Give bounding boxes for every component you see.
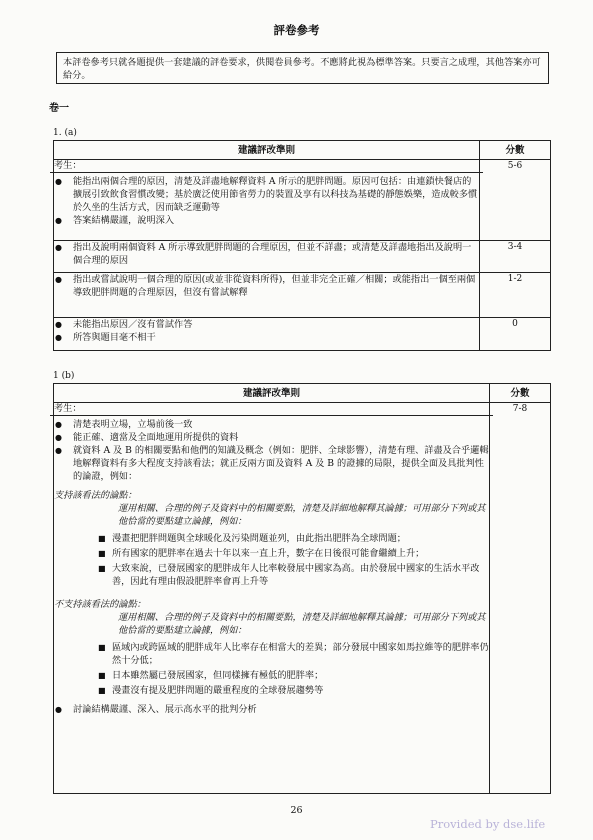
candidate-label: 考生： — [50, 158, 483, 173]
list-item: ● 指出及說明兩個資料 A 所示導致肥胖問題的合理原因，但並不詳盡；或清楚及詳盡地指出及說明一個合理的原因 — [54, 241, 479, 267]
rubric-table-1b — [53, 383, 551, 794]
list-item: ● 就資料 A 及 B 的相關要點和他們的知識及概念（例如：肥胖、全球影響），清楚有理、詳盡及合乎邏輯地解釋資料有多大程度支持該看法；就正反兩方面及資料 A 及 B 的證據的局限，提供全面及具批判性的論證，例如： — [54, 444, 489, 483]
marks-header: 分數 — [480, 141, 551, 160]
band-marks: 1-2 — [480, 273, 551, 318]
table-row — [54, 318, 551, 351]
band-criteria — [54, 318, 480, 351]
table-row — [54, 403, 551, 794]
table-row — [54, 241, 551, 273]
list-item: ● 指出或嘗試說明一個合理的原因(或並非從資料所得)，但並非完全正確／相關；或能指出一個至兩個導致肥胖問題的合理原因，但沒有嘗試解釋 — [54, 273, 479, 299]
paper-label: 卷一 — [49, 103, 69, 114]
oppose-heading: 不支持該看法的論點： — [54, 599, 146, 610]
list-item: ■ 大致來說，已發展國家的肥胖成年人比率較發展中國家為高。由於發展中國家的生活水平改善，因此有理由假設肥胖率會再上升等 — [98, 562, 489, 588]
list-item: ■ 區域內或跨區域的肥胖成年人比率存在相當大的差異；部分發展中國家如馬拉維等的肥胖率仍然十分低； — [98, 641, 489, 667]
intro-note: 本評卷參考只就各題提供一套建議的評卷要求，供閱卷員參考。不應將此視為標準答案。只要言之成理，其他答案亦可給分。 — [56, 52, 549, 84]
list-item: ■ 日本雖然屬已發展國家，但同樣擁有極低的肥胖率； — [98, 669, 489, 682]
watermark: Provided by dse.life — [430, 817, 546, 831]
band-marks: 5-6 — [480, 160, 551, 241]
band-criteria — [54, 403, 490, 794]
criteria-header: 建議評改準則 — [54, 384, 490, 403]
page-title: 評卷參考 — [273, 23, 320, 37]
band-criteria — [54, 160, 480, 241]
list-item: ■ 漫畫沒有提及肥胖問題的嚴重程度的全球發展趨勢等 — [98, 684, 489, 697]
band-marks: 3-4 — [480, 241, 551, 273]
list-item: ■ 所有國家的肥胖率在過去十年以來一直上升，數字在日後很可能會繼續上升； — [98, 547, 489, 560]
band-criteria — [54, 241, 480, 273]
support-guide: 運用相關、合理的例子及資料中的相關要點，清楚及詳細地解釋其論據；可用部分下列或其他恰當的要點建立論據，例如： — [118, 503, 486, 527]
list-item: ■ 漫畫把肥胖問題與全球暖化及污染問題並列，由此指出肥胖為全球問題； — [98, 532, 489, 545]
list-item: ● 所答與題目毫不相干 — [54, 331, 479, 344]
question-label-1a: 1. (a) — [53, 128, 77, 138]
oppose-guide: 運用相關、合理的例子及資料中的相關要點，清楚及詳細地解釋其論據；可用部分下列或其他恰當的要點建立論據，例如： — [118, 612, 486, 636]
rubric-table-1a — [53, 140, 551, 351]
table-row — [54, 273, 551, 318]
table-row — [54, 160, 551, 241]
question-label-1b: 1 (b) — [53, 371, 75, 381]
list-item: ● 討論結構嚴謹、深入、展示高水平的批判分析 — [54, 703, 489, 716]
marks-header: 分數 — [490, 384, 551, 403]
band-marks: 0 — [480, 318, 551, 351]
list-item: ● 清楚表明立場，立場前後一致 — [54, 418, 489, 431]
list-item: ● 能指出兩個合理的原因，清楚及詳盡地解釋資料 A 所示的肥胖問題。原因可包括：由連鎖快餐店的擴展引致飲食習慣改變；基於廣泛使用節省勞力的裝置及享有以科技為基礎的靜態娛樂，造成較多慣於久坐的生活方式，因而缺乏運動等 — [54, 175, 479, 214]
list-item: ● 能正確、適當及全面地運用所提供的資料 — [54, 431, 489, 444]
band-marks: 7-8 — [490, 403, 551, 794]
band-criteria — [54, 273, 480, 318]
criteria-header: 建議評改準則 — [54, 141, 480, 160]
list-item: ● 未能指出原因／沒有嘗試作答 — [54, 318, 479, 331]
page-number: 26 — [290, 805, 303, 816]
support-heading: 支持該看法的論點： — [54, 490, 137, 501]
list-item: ● 答案結構嚴謹，說明深入 — [54, 214, 479, 227]
candidate-label: 考生： — [50, 401, 493, 416]
